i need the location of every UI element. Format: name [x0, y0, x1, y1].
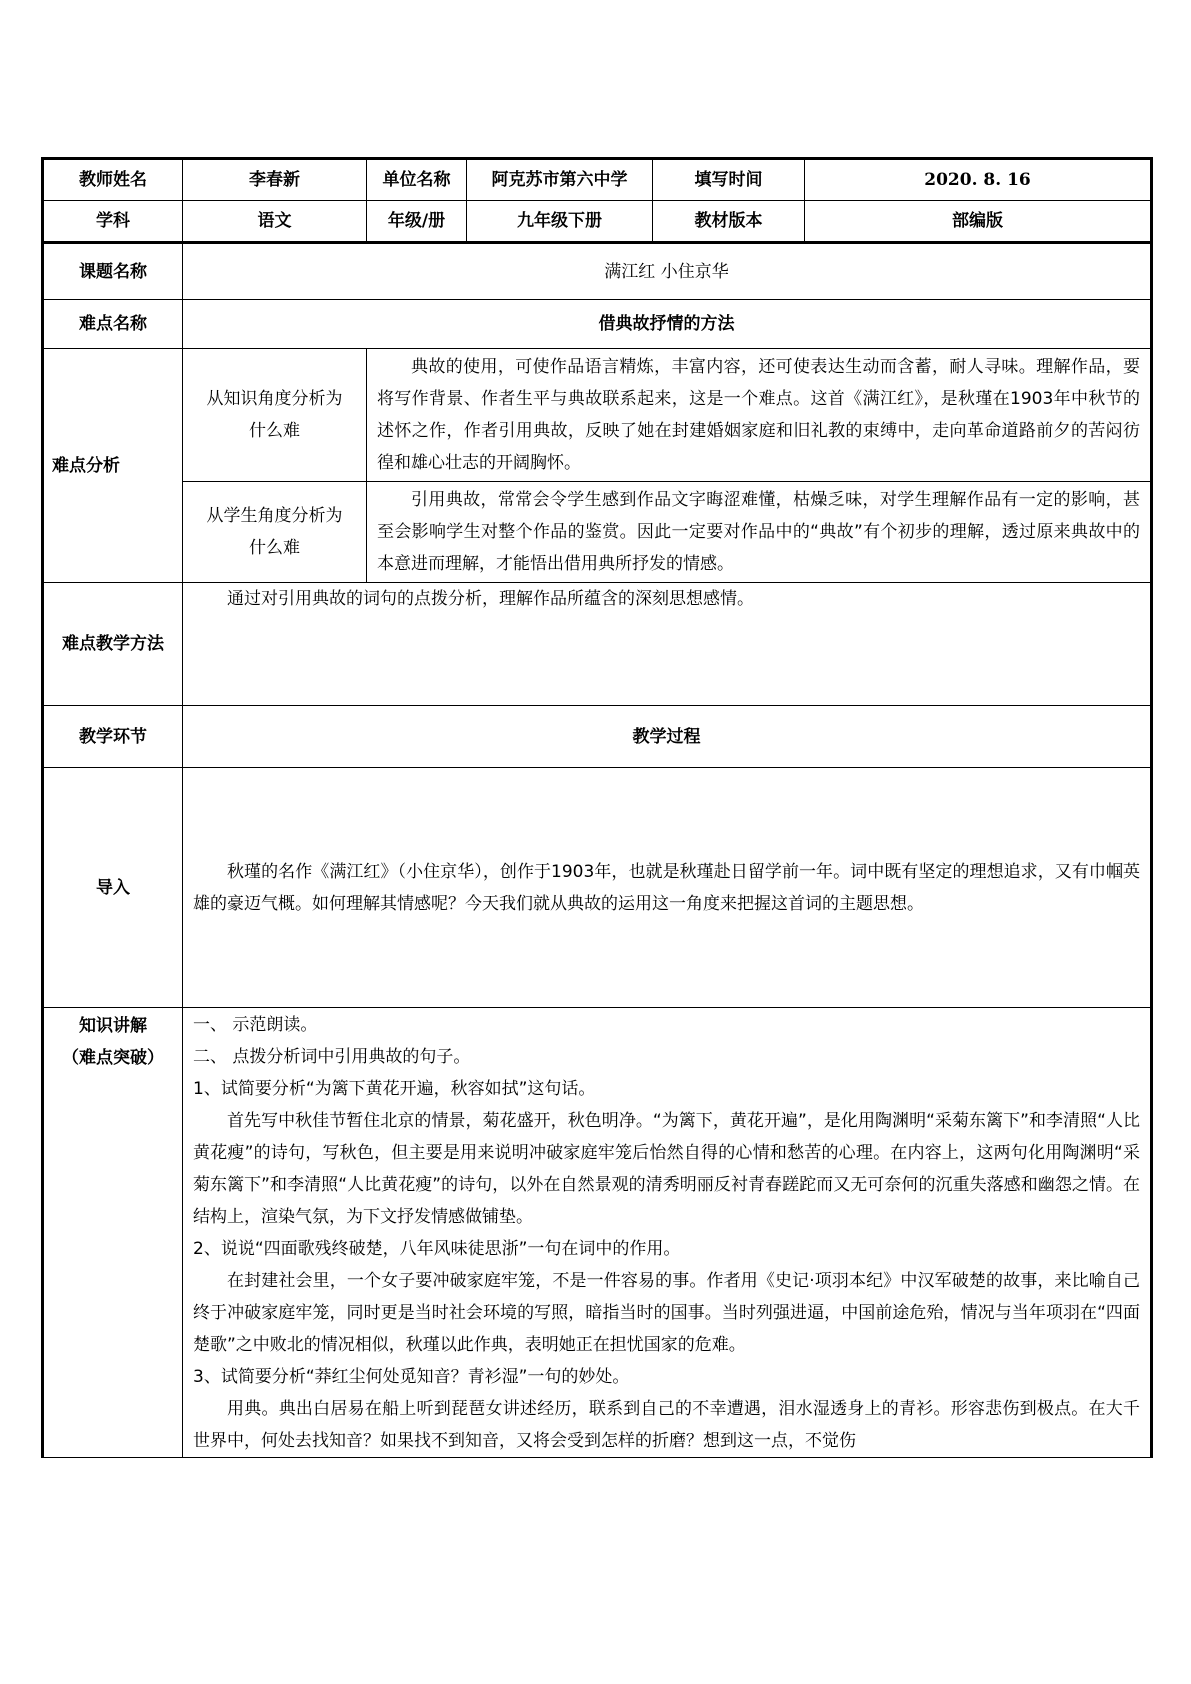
grade-label: 年级/册 [367, 201, 467, 243]
knowledge-line: 2、说说“四面歌残终破楚，八年风味徒思浙”一句在词中的作用。 [193, 1239, 681, 1259]
teacher-name-label: 教师姓名 [43, 159, 183, 201]
knowledge-line: 1、试简要分析“为篱下黄花开遍，秋容如拭”这句话。 [193, 1079, 596, 1099]
intro-label: 导入 [43, 768, 183, 1008]
edition-value: 部编版 [805, 201, 1152, 243]
fill-date-label: 填写时间 [653, 159, 805, 201]
unit-name-label: 单位名称 [367, 159, 467, 201]
knowledge-angle-text: 典故的使用，可使作品语言精炼，丰富内容，还可使表达生动而含蓄，耐人寻味。理解作品，要将写作背景、作者生平与典故联系起来，这是一个难点。这首《满江红》，是秋瑾在1903年中秋节的述怀之作，作者引用典故，反映了她在封建婚姻家庭和旧礼教的束缚中，走向革命道路前夕的苦闷彷徨和雄心壮志的开阔胸怀。 [377, 357, 1140, 473]
knowledge-explain-cell [183, 1008, 1152, 1458]
topic-label: 课题名称 [43, 243, 183, 300]
method-label: 难点教学方法 [43, 583, 183, 706]
fill-date-value: 2020. 8. 16 [805, 159, 1152, 201]
knowledge-angle-label: 从知识角度分析为什么难 [183, 349, 367, 482]
student-angle-text: 引用典故，常常会令学生感到作品文字晦涩难懂，枯燥乏味，对学生理解作品有一定的影响，甚至会影响学生对整个作品的鉴赏。因此一定要对作品中的“典故”有个初步的理解，透过原来典故中的本意进而理解，才能悟出借用典所抒发的情感。 [377, 490, 1140, 574]
topic-value: 满江红 小住京华 [183, 243, 1152, 300]
process-header-value: 教学过程 [183, 706, 1152, 768]
knowledge-explain-sublabel: （难点突破） [62, 1048, 164, 1068]
knowledge-line: 3、试简要分析“莽红尘何处觅知音？青衫湿”一句的妙处。 [193, 1367, 630, 1387]
unit-name-value: 阿克苏市第六中学 [467, 159, 653, 201]
teacher-name-value: 李春新 [183, 159, 367, 201]
student-angle-label: 从学生角度分析为什么难 [183, 482, 367, 583]
intro-text: 秋瑾的名作《满江红》（小住京华），创作于1903年，也就是秋瑾赴日留学前一年。词中既有坚定的理想追求，又有巾帼英雄的豪迈气概。如何理解其情感呢？今天我们就从典故的运用这一角度来把握这首词的主题思想。 [193, 861, 1140, 914]
method-text: 通过对引用典故的词句的点拨分析，理解作品所蕴含的深刻思想感情。 [227, 589, 754, 609]
subject-value: 语文 [183, 201, 367, 243]
lesson-plan-sheet [41, 157, 1150, 1458]
knowledge-line: 二、 点拨分析词中引用典故的句子。 [193, 1047, 471, 1067]
analysis-label: 难点分析 [43, 349, 183, 583]
difficulty-label: 难点名称 [43, 300, 183, 349]
process-stage-label: 教学环节 [43, 706, 183, 768]
knowledge-explain-label: 知识讲解 [79, 1016, 147, 1036]
grade-value: 九年级下册 [467, 201, 653, 243]
knowledge-paragraph: 首先写中秋佳节暂住北京的情景，菊花盛开，秋色明净。“为篱下，黄花开遍”，是化用陶渊明“采菊东篱下”和李清照“人比黄花瘦”的诗句，写秋色，但主要是用来说明冲破家庭牢笼后怡然自得的心情和愁苦的心理。在内容上，这两句化用陶渊明“采菊东篱下”和李清照“人比黄花瘦”的诗句，以外在自然景观的清秀明丽反衬青春蹉跎而又无可奈何的沉重失落感和幽怨之情。在结构上，渲染气氛，为下文抒发情感做铺垫。 [193, 1111, 1140, 1227]
knowledge-paragraph: 在封建社会里，一个女子要冲破家庭牢笼，不是一件容易的事。作者用《史记·项羽本纪》中汉军破楚的故事，来比喻自己终于冲破家庭牢笼，同时更是当时社会环境的写照，暗指当时的国事。当时列强进逼，中国前途危殆，情况与当年项羽在“四面楚歌”之中败北的情况相似，秋瑾以此作典，表明她正在担忧国家的危难。 [193, 1271, 1140, 1355]
edition-label: 教材版本 [653, 201, 805, 243]
difficulty-value: 借典故抒情的方法 [183, 300, 1152, 349]
lesson-plan-table [41, 157, 1153, 1458]
student-angle-cell [367, 482, 1152, 583]
knowledge-line: 一、 示范朗读。 [193, 1015, 318, 1035]
knowledge-paragraph: 用典。典出白居易在船上听到琵琶女讲述经历，联系到自己的不幸遭遇，泪水湿透身上的青衫。形容悲伤到极点。在大千世界中，何处去找知音？如果找不到知音，又将会受到怎样的折磨？想到这一点，不觉伤 [193, 1399, 1140, 1451]
intro-cell [183, 768, 1152, 1008]
knowledge-explain-label-cell [43, 1008, 183, 1458]
subject-label: 学科 [43, 201, 183, 243]
knowledge-angle-cell [367, 349, 1152, 482]
method-cell [183, 583, 1152, 706]
